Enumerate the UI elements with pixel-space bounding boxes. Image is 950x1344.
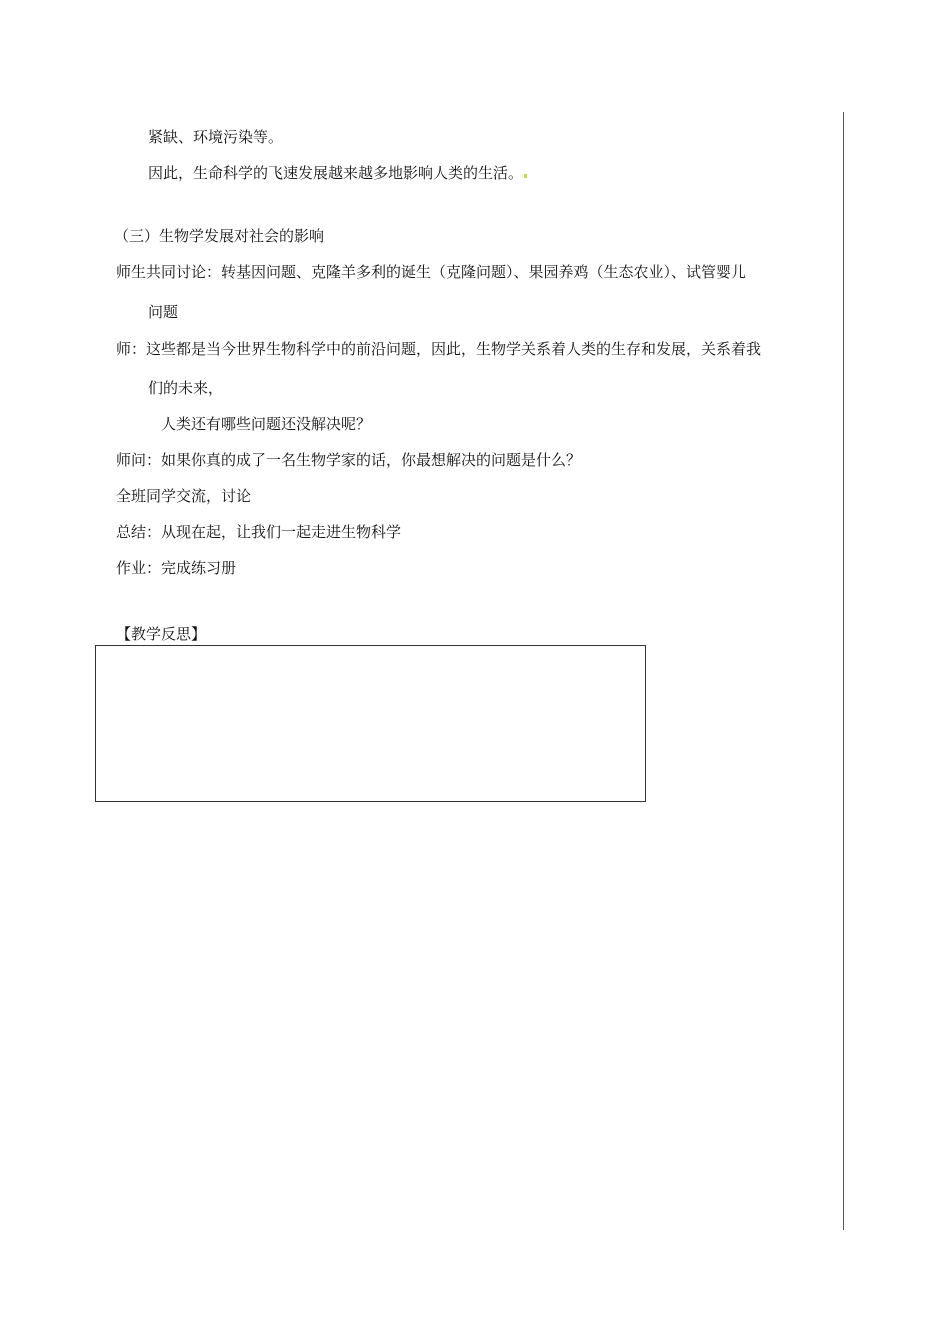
- paragraph-discussion-cont: 问题: [148, 303, 179, 321]
- paragraph-2: [148, 163, 527, 183]
- reflection-label: 【教学反思】: [116, 625, 207, 643]
- paragraph-teacher: 师：这些都是当今世界生物科学中的前沿问题，因此，生物学关系着人类的生存和发展，关系着我: [116, 340, 762, 358]
- paragraph-teacher-ask: 师问：如果你真的成了一名生物学家的话，你最想解决的问题是什么？: [116, 451, 582, 469]
- paragraph-homework: 作业：完成练习册: [116, 559, 237, 577]
- paragraph-question: 人类还有哪些问题还没解决呢？: [161, 415, 372, 433]
- paragraph-teacher-cont: 们的未来，: [148, 379, 224, 397]
- highlight-mark: [524, 174, 527, 178]
- paragraph-discussion: 师生共同讨论：转基因问题、克隆羊多利的诞生（克隆问题）、果园养鸡（生态农业）、试管婴儿: [116, 263, 747, 281]
- paragraph-summary: 总结：从现在起，让我们一起走进生物科学: [116, 523, 402, 541]
- paragraph-1: 紧缺、环境污染等。: [148, 128, 284, 146]
- reflection-box: [95, 645, 646, 802]
- page-margin-rule: [843, 112, 844, 1230]
- paragraph-class-discuss: 全班同学交流，讨论: [116, 487, 252, 505]
- section-heading: （三）生物学发展对社会的影响: [114, 227, 325, 245]
- paragraph-2-text: 因此，生命科学的飞速发展越来越多地影响人类的生活。: [148, 164, 524, 182]
